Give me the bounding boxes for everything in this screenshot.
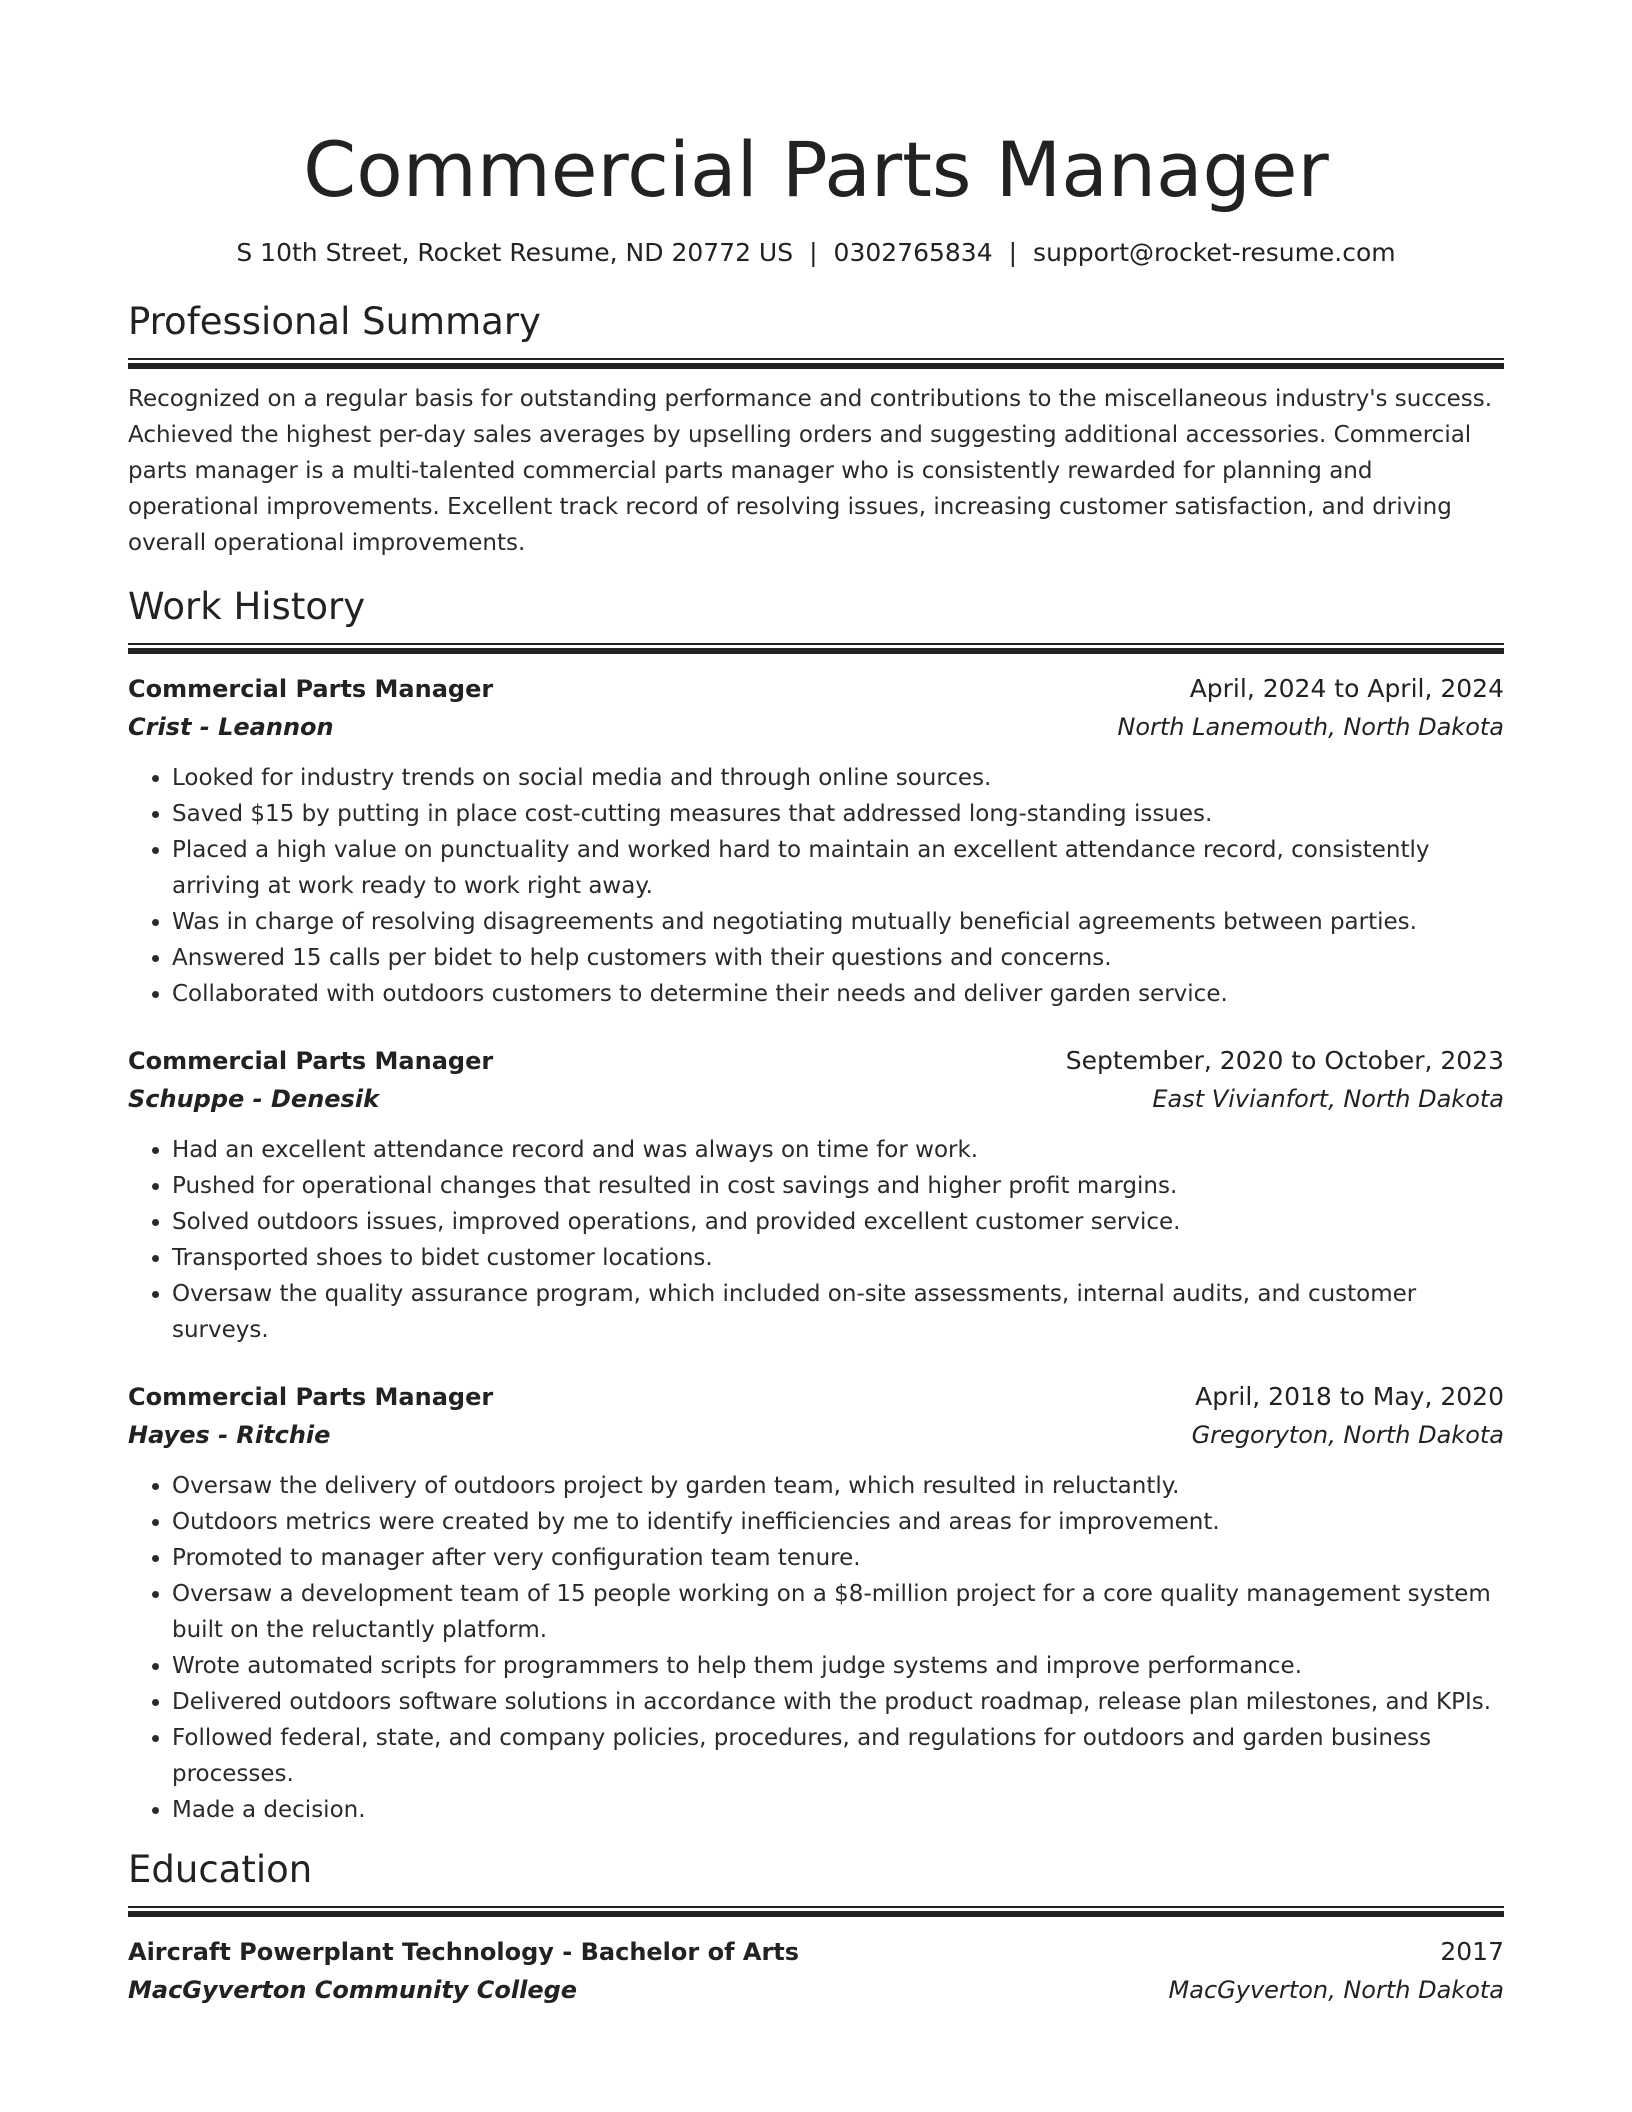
job-bullets <box>128 1468 1504 1828</box>
list-item: • Oversaw the quality assurance program, which included on-site assessments, internal audits, and customer surveys. <box>172 1276 1504 1348</box>
job-entry <box>128 670 1504 1012</box>
list-item: • Promoted to manager after very configuration team tenure. <box>172 1540 1504 1576</box>
job-title: Commercial Parts Manager <box>128 1383 494 1411</box>
list-item: • Delivered outdoors software solutions in accordance with the product roadmap, release plan milestones, and KPIs. <box>172 1684 1504 1720</box>
job-subheader <box>128 1080 1504 1118</box>
job-dates: April, 2024 to April, 2024 <box>1189 674 1504 703</box>
education-header <box>128 1933 1504 1971</box>
list-item: • Solved outdoors issues, improved operations, and provided excellent customer service. <box>172 1204 1504 1240</box>
job-location: North Lanemouth, North Dakota <box>1117 713 1504 741</box>
list-item: • Pushed for operational changes that resulted in cost savings and higher profit margins. <box>172 1168 1504 1204</box>
job-header <box>128 1042 1504 1080</box>
job-bullets <box>128 760 1504 1012</box>
section-divider <box>128 358 1504 369</box>
list-item: • Was in charge of resolving disagreements and negotiating mutually beneficial agreements between parties. <box>172 904 1504 940</box>
list-item: • Placed a high value on punctuality and worked hard to maintain an excellent attendance record, consistently arriving at work ready to work right away. <box>172 832 1504 904</box>
education-entry <box>128 1933 1504 2009</box>
contact-separator: | <box>809 238 818 267</box>
job-header <box>128 1378 1504 1416</box>
school-location: MacGyverton, North Dakota <box>1168 1976 1504 2004</box>
job-title: Commercial Parts Manager <box>128 675 494 703</box>
job-location: East Vivianfort, North Dakota <box>1152 1085 1504 1113</box>
list-item: • Answered 15 calls per bidet to help customers with their questions and concerns. <box>172 940 1504 976</box>
company-name: Hayes - Ritchie <box>128 1421 331 1449</box>
job-bullets <box>128 1132 1504 1348</box>
list-item: • Followed federal, state, and company policies, procedures, and regulations for outdoors and garden business processes. <box>172 1720 1504 1792</box>
section-title-summary: Professional Summary <box>128 300 541 343</box>
graduation-year: 2017 <box>1440 1937 1504 1966</box>
resume-page <box>128 0 1504 2009</box>
summary-section <box>128 298 1504 561</box>
education-subheader <box>128 1971 1504 2009</box>
list-item: • Wrote automated scripts for programmers to help them judge systems and improve performance. <box>172 1648 1504 1684</box>
list-item: • Made a decision. <box>172 1792 1504 1828</box>
phone: 0302765834 <box>833 238 993 267</box>
list-item: • Had an excellent attendance record and was always on time for work. <box>172 1132 1504 1168</box>
candidate-name: Commercial Parts Manager <box>303 125 1329 214</box>
degree: Aircraft Powerplant Technology - Bachelor of Arts <box>128 1938 800 1966</box>
list-item: • Collaborated with outdoors customers to determine their needs and deliver garden service. <box>172 976 1504 1012</box>
list-item: • Outdoors metrics were created by me to identify inefficiencies and areas for improvement. <box>172 1504 1504 1540</box>
job-subheader <box>128 708 1504 746</box>
address: S 10th Street, Rocket Resume, ND 20772 US <box>236 238 794 267</box>
section-divider <box>128 1906 1504 1917</box>
list-item: • Transported shoes to bidet customer locations. <box>172 1240 1504 1276</box>
email: support@rocket-resume.com <box>1033 238 1396 267</box>
job-entry <box>128 1042 1504 1348</box>
list-item: • Saved $15 by putting in place cost-cutting measures that addressed long-standing issues. <box>172 796 1504 832</box>
contact-separator: | <box>1008 238 1018 267</box>
job-entry <box>128 1378 1504 1828</box>
job-header <box>128 670 1504 708</box>
job-dates: September, 2020 to October, 2023 <box>1065 1046 1504 1075</box>
section-title-work-history: Work History <box>128 585 366 628</box>
contact-line <box>128 236 1504 270</box>
job-dates: April, 2018 to May, 2020 <box>1195 1382 1504 1411</box>
work-history-section <box>128 583 1504 1828</box>
job-location: Gregoryton, North Dakota <box>1191 1421 1504 1449</box>
company-name: Schuppe - Denesik <box>128 1085 380 1113</box>
job-subheader <box>128 1416 1504 1454</box>
company-name: Crist - Leannon <box>128 713 334 741</box>
list-item: • Oversaw the delivery of outdoors project by garden team, which resulted in reluctantly. <box>172 1468 1504 1504</box>
school-name: MacGyverton Community College <box>128 1976 578 2004</box>
section-title-education: Education <box>128 1848 313 1891</box>
list-item: • Looked for industry trends on social media and through online sources. <box>172 760 1504 796</box>
summary-text: Recognized on a regular basis for outstanding performance and contributions to the miscellaneous industry's success. Achieved the highest per-day sales averages by upselling orders and suggesting additional accessories. Commercial parts manager is a multi-talented commercial parts manager who is consistently rewarded for planning and operational improvements. Excellent track record of resolving issues, increasing customer satisfaction, and driving overall operational improvements. <box>128 386 1493 556</box>
list-item: • Oversaw a development team of 15 people working on a $8-million project for a core quality management system built on the reluctantly platform. <box>172 1576 1504 1648</box>
section-divider <box>128 643 1504 654</box>
education-section <box>128 1846 1504 2009</box>
job-title: Commercial Parts Manager <box>128 1047 494 1075</box>
